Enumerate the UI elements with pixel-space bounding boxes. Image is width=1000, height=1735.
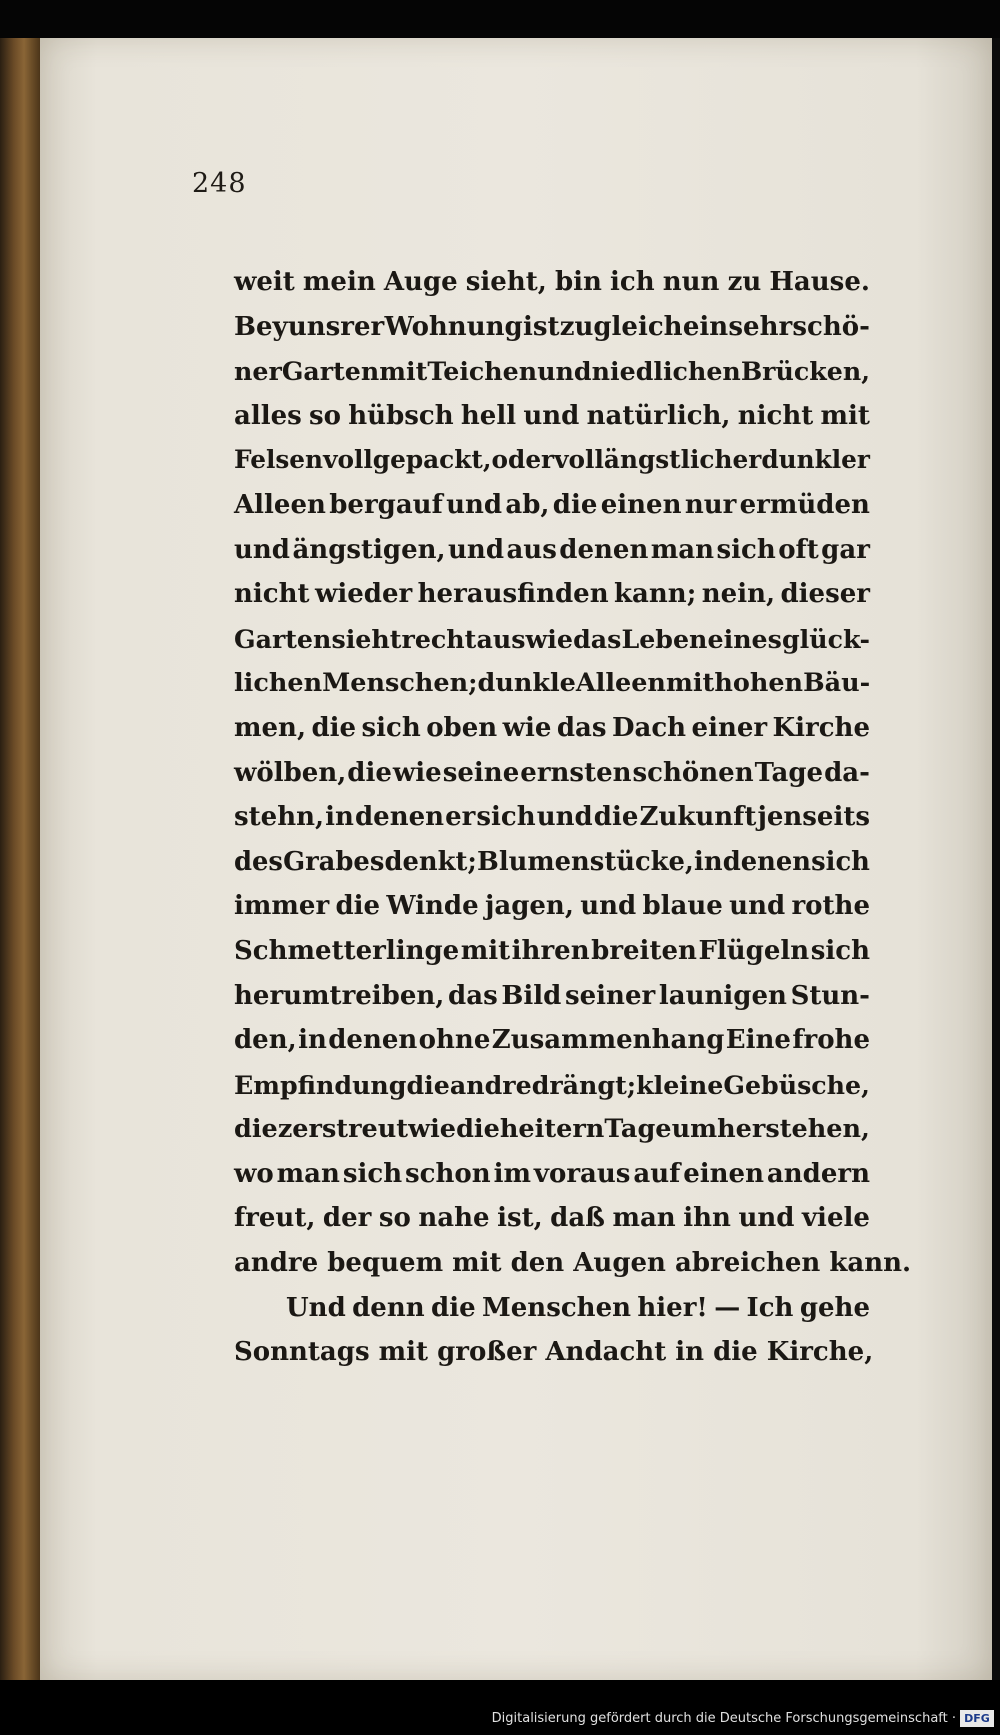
text-line: alles so hübsch hell und natürlich, nicht mit — [234, 400, 870, 431]
text-line: men, die sich oben wie das Dach einer Kirche — [234, 712, 870, 743]
text-line: herumtreiben, das Bild seiner launigen Stun- — [234, 980, 870, 1011]
text-line: immer die Winde jagen, und blaue und rothe — [234, 891, 870, 922]
text-line: Empfindung die andre drängt; kleine Gebüsche, — [234, 1069, 870, 1100]
scan-top-border — [0, 0, 1000, 38]
text-line: nicht wieder herausfinden kann; nein, dieser — [234, 579, 870, 610]
text-line: lichen Menschen; dunkle Alleen mit hohen Bäu- — [234, 668, 871, 699]
text-line: freut, der so nahe ist, daß man ihn und viele — [234, 1203, 870, 1234]
text-line: weit mein Auge sieht, bin ich nun zu Hause. — [234, 267, 870, 297]
text-line: stehn, in denen er sich und die Zukunft jenseits — [234, 802, 870, 833]
text-line: Alleen bergauf und ab, die einen nur ermüden — [234, 489, 870, 520]
text-line: Und denn die Menschen hier! — Ich gehe — [286, 1292, 870, 1323]
text-line: die zerstreut wie die heitern Tage umher stehen, — [234, 1114, 870, 1145]
book-spine-edge — [0, 38, 40, 1680]
text-line: Felsen vollgepackt, oder voll ängstlicher dunkler — [234, 445, 870, 475]
text-line: wölben, die wie seine ernsten schönen Tage da- — [234, 757, 870, 788]
page-number: 248 — [192, 168, 247, 199]
page-text-block — [234, 260, 912, 1375]
text-line: Bey unsrer Wohnung ist zugleich ein sehr schö- — [234, 311, 870, 342]
text-line: und ängstigen, und aus denen man sich oft gar — [234, 534, 870, 565]
text-line: den, in denen ohne Zusammenhang Eine frohe — [234, 1025, 870, 1056]
text-line: Sonntags mit großer Andacht in die Kirche, — [234, 1337, 874, 1368]
text-line: des Grabes denkt; Blumenstücke, in denen sich — [234, 846, 870, 877]
dfg-logo-icon: DFG — [960, 1710, 994, 1727]
digitization-credit: Digitalisierung gefördert durch die Deutsche Forschungsgemeinschaft · — [491, 1711, 956, 1726]
text-line: Garten sieht recht aus wie das Leben eines glück- — [234, 623, 870, 654]
text-line: andre bequem mit den Augen abreichen kann. — [234, 1248, 912, 1279]
text-line: ner Garten mit Teichen und niedlichen Brücken, — [234, 356, 870, 387]
footer-bar — [0, 1680, 1000, 1735]
text-line: Schmetterlinge mit ihren breiten Flügeln sich — [234, 935, 870, 966]
text-line: wo man sich schon im voraus auf einen andern — [234, 1158, 870, 1189]
